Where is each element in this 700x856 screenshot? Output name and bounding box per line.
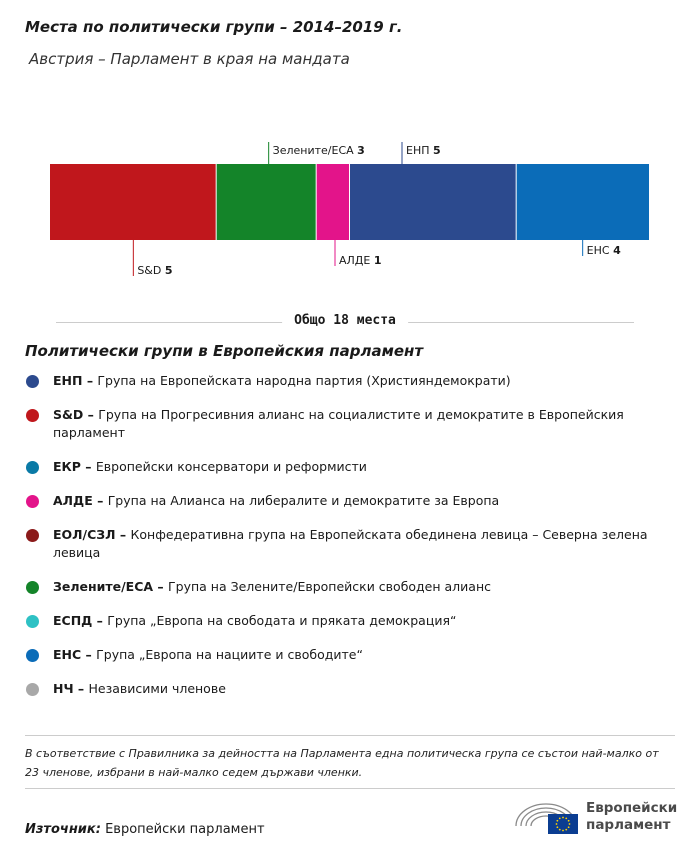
legend-text bbox=[53, 680, 665, 698]
segment-name-seg-2: АЛДЕ bbox=[339, 254, 374, 267]
legend-text bbox=[53, 646, 665, 664]
segment-label-seg-0 bbox=[137, 264, 172, 277]
legend-abbr: ЕКР – bbox=[53, 459, 96, 474]
eu-star-icon bbox=[556, 820, 558, 822]
eu-star-icon bbox=[562, 817, 564, 819]
legend-abbr: ЕНС – bbox=[53, 647, 97, 662]
bar-segment-seg-1 bbox=[217, 164, 316, 240]
bar-segment-seg-3 bbox=[350, 164, 516, 240]
divider-bottom bbox=[25, 788, 675, 789]
legend-abbr: АЛДЕ – bbox=[53, 493, 108, 508]
eu-star-icon bbox=[565, 817, 567, 819]
legend-swatch bbox=[26, 375, 39, 388]
legend-item bbox=[25, 526, 665, 562]
legend-description: Независими членове bbox=[88, 681, 226, 696]
segment-label-seg-1 bbox=[273, 144, 365, 157]
legend-swatch bbox=[26, 649, 39, 662]
legend-abbr: НЧ – bbox=[53, 681, 89, 696]
segment-value-seg-3: 5 bbox=[433, 144, 441, 157]
legend-text bbox=[53, 612, 665, 630]
legend-item bbox=[25, 372, 665, 390]
legend-item bbox=[25, 646, 665, 664]
source-value: Европейски парламент bbox=[105, 822, 265, 837]
segment-label-seg-4 bbox=[587, 244, 621, 257]
ep-logo-text bbox=[586, 800, 677, 834]
segment-label-seg-3 bbox=[406, 144, 441, 157]
segment-name-seg-4: ЕНС bbox=[586, 244, 614, 257]
legend-swatch bbox=[26, 495, 39, 508]
bar-segment-seg-4 bbox=[517, 164, 649, 240]
eu-star-icon bbox=[568, 826, 570, 828]
eu-star-icon bbox=[568, 820, 570, 822]
legend-title: Политически групи в Европейския парламент bbox=[25, 342, 424, 360]
legend-description: Европейски консерватори и реформисти bbox=[95, 459, 367, 474]
eu-star-icon bbox=[562, 830, 564, 832]
eu-star-icon bbox=[565, 829, 567, 831]
page-title: Места по политически групи – 2014–2019 г. bbox=[25, 18, 403, 36]
segment-name-seg-3: ЕНП bbox=[406, 144, 433, 157]
legend-swatch bbox=[26, 461, 39, 474]
legend-description: Група на Европейската народна партия (Християндемократи) bbox=[97, 373, 511, 388]
legend-description: Група „Европа на нациите и свободите“ bbox=[96, 647, 363, 662]
legend-text bbox=[53, 372, 665, 390]
legend-swatch bbox=[26, 683, 39, 696]
segment-name-seg-1: Зелените/ЕСА bbox=[272, 144, 358, 157]
legend-description: Група на Алианса на либералите и демократите за Европа bbox=[107, 493, 500, 508]
total-seats bbox=[56, 312, 634, 332]
legend-abbr: ЕНП – bbox=[53, 373, 98, 388]
legend-item bbox=[25, 458, 665, 476]
legend-text bbox=[53, 406, 665, 442]
legend-text bbox=[53, 526, 665, 562]
legend-description: Група на Прогресивния алианс на социалистите и демократите в Европейския парламент bbox=[53, 407, 624, 440]
legend-swatch bbox=[26, 529, 39, 542]
seats-stacked-bar-chart bbox=[0, 130, 700, 290]
ep-hemicycle-flag-icon bbox=[512, 798, 584, 838]
legend-text bbox=[53, 458, 665, 476]
segment-label-seg-2 bbox=[339, 254, 382, 267]
legend-swatch bbox=[26, 581, 39, 594]
divider-top bbox=[25, 735, 675, 736]
eu-star-icon bbox=[559, 829, 561, 831]
legend-abbr: Зелените/ЕСА – bbox=[53, 579, 169, 594]
eu-star-icon bbox=[556, 823, 558, 825]
legend-abbr: ЕОЛ/СЗЛ – bbox=[53, 527, 131, 542]
legend-text bbox=[53, 578, 665, 596]
segment-value-seg-0: 5 bbox=[164, 264, 173, 277]
bar-segment-seg-2 bbox=[317, 164, 349, 240]
legend-item bbox=[25, 406, 665, 442]
ep-logo-line2: парламент bbox=[586, 817, 671, 833]
legend-description: Група „Европа на свободата и пряката демокрация“ bbox=[107, 613, 457, 628]
legend-item bbox=[25, 612, 665, 630]
segment-name-seg-0: S&D bbox=[137, 264, 165, 277]
legend-item bbox=[25, 578, 665, 596]
page-subtitle: Австрия – Парламент в края на мандата bbox=[29, 50, 350, 68]
legend-item bbox=[25, 680, 665, 698]
total-seats-label: Общо 18 места bbox=[282, 313, 408, 328]
source-label: Източник: bbox=[25, 822, 101, 837]
segment-value-seg-1: 3 bbox=[357, 144, 365, 157]
legend-description: Конфедеративна група на Европейската обединена левица – Северна зелена левица bbox=[53, 527, 648, 560]
legend-swatch bbox=[26, 409, 39, 422]
legend-abbr: ЕСПД – bbox=[53, 613, 108, 628]
segment-value-seg-2: 1 bbox=[373, 254, 382, 267]
bar-segment-seg-0 bbox=[50, 164, 216, 240]
source bbox=[25, 822, 265, 837]
legend-text bbox=[53, 492, 665, 510]
eu-star-icon bbox=[556, 826, 558, 828]
legend-description: Група на Зелените/Европейски свободен алианс bbox=[168, 579, 492, 594]
segment-value-seg-4: 4 bbox=[613, 244, 621, 257]
ep-logo-line1: Европейски bbox=[586, 800, 678, 816]
legend-item bbox=[25, 492, 665, 510]
legend-abbr: S&D – bbox=[53, 407, 99, 422]
ep-logo bbox=[512, 798, 682, 838]
footnote: В съответствие с Правилника за дейността на Парламента една политическа група се състои най-малко от 23 членове, избрани в най-малко седем държави членки. bbox=[25, 747, 659, 779]
eu-star-icon bbox=[559, 817, 561, 819]
legend-swatch bbox=[26, 615, 39, 628]
eu-star-icon bbox=[569, 823, 571, 825]
